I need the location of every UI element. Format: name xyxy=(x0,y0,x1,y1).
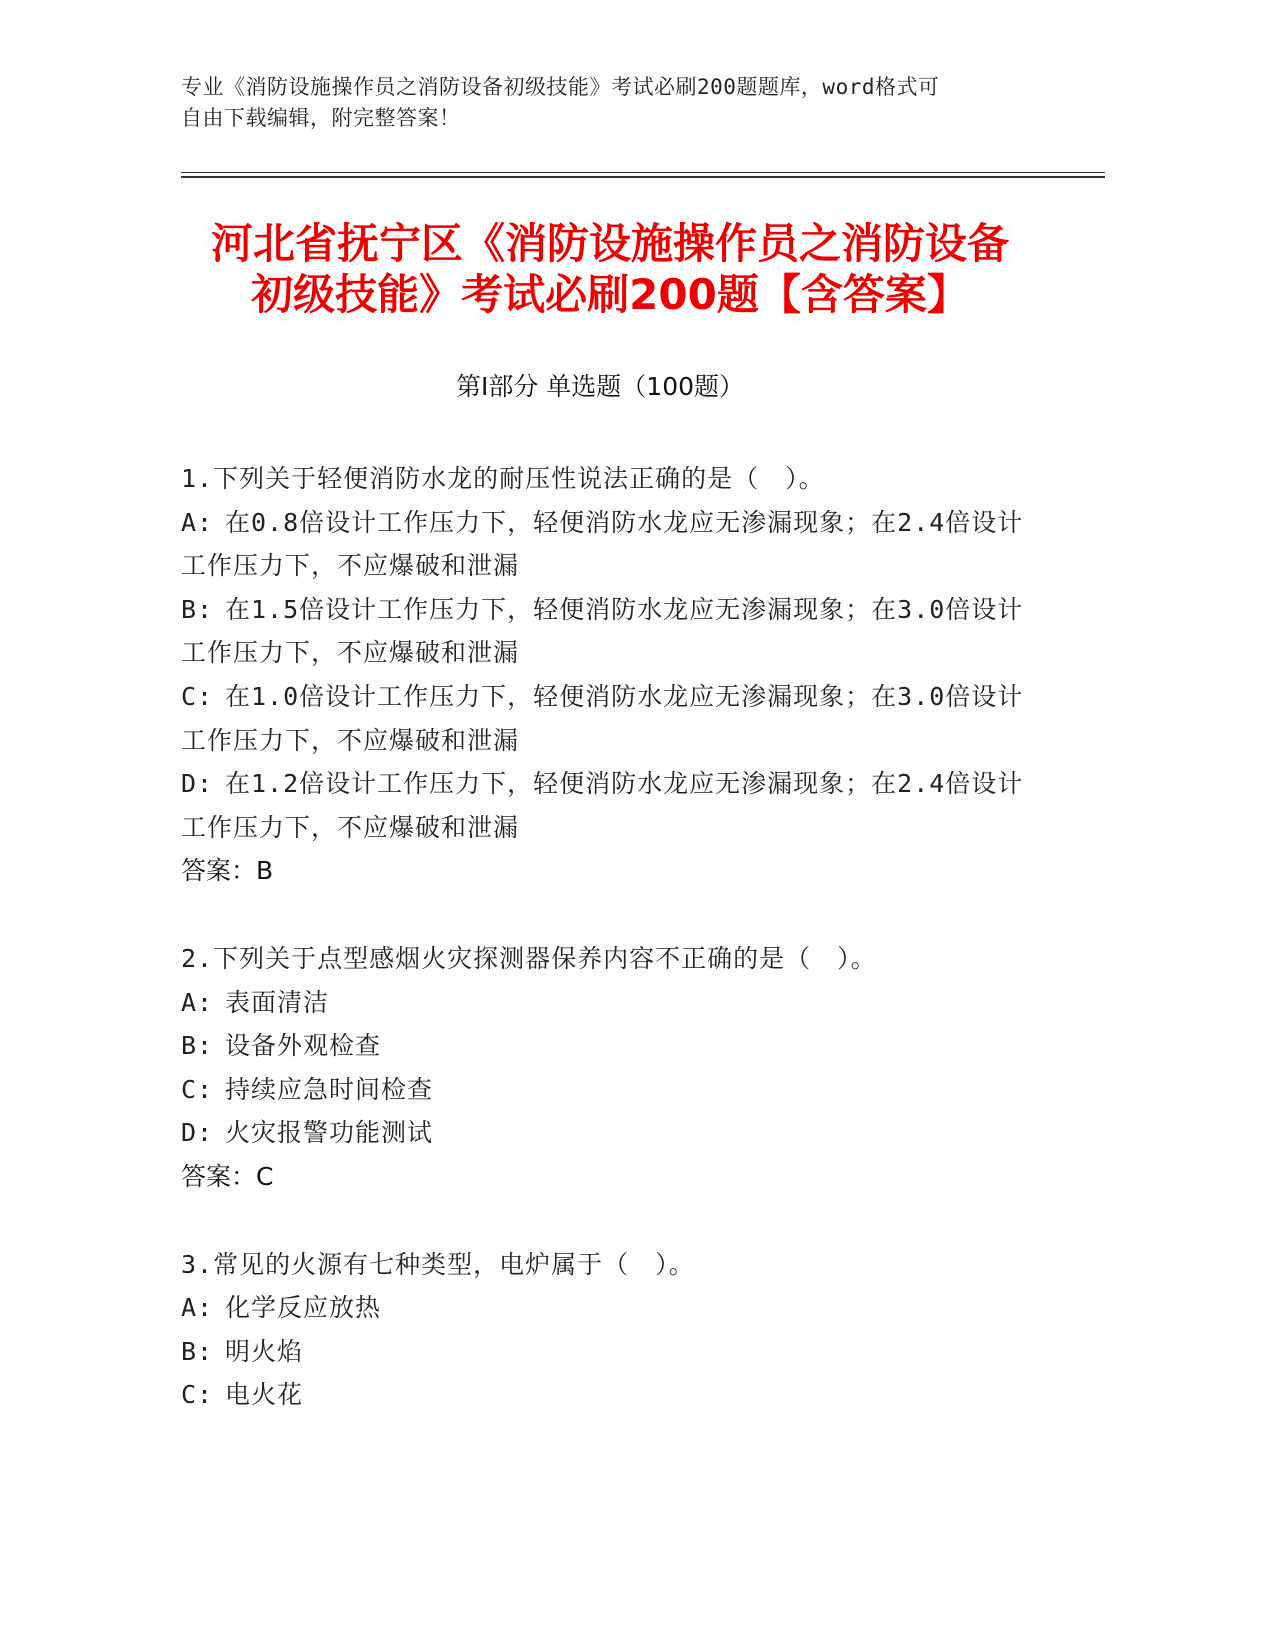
answer-label: 答案：B xyxy=(181,856,274,886)
option-letter: C: xyxy=(181,1074,214,1104)
option-letter: A: xyxy=(181,987,214,1017)
header-description xyxy=(181,72,1041,134)
option-text: 持续应急时间检查 xyxy=(225,1074,434,1104)
option-letter: C: xyxy=(181,1380,214,1410)
document-title xyxy=(160,218,1060,320)
option-text: 明火焰 xyxy=(225,1336,304,1366)
option-text: 在0.8倍设计工作压力下，轻便消防水龙应无渗漏现象；在2.4倍设计工作压力下，不应爆破和泄漏 xyxy=(181,507,1024,581)
question-2 xyxy=(181,937,1041,1199)
option-a xyxy=(181,1286,1041,1330)
option-letter: D: xyxy=(181,769,214,799)
option-text: 电火花 xyxy=(225,1380,304,1410)
option-a xyxy=(181,501,1041,588)
question-stem: 2.下列关于点型感烟火灾探测器保养内容不正确的是（ ）。 xyxy=(181,943,877,973)
question-1 xyxy=(181,457,1041,893)
question-list xyxy=(181,457,1041,1461)
option-text: 化学反应放热 xyxy=(225,1293,382,1323)
answer-label: 答案：C xyxy=(181,1161,274,1191)
option-letter: B: xyxy=(181,594,214,624)
option-c xyxy=(181,1068,1041,1112)
option-letter: B: xyxy=(181,1031,214,1061)
option-c xyxy=(181,1373,1041,1417)
question-stem: 3.常见的火源有七种类型，电炉属于（ ）。 xyxy=(181,1249,695,1279)
document-title-line-2: 初级技能》考试必刷200题【含答案】 xyxy=(251,270,969,319)
document-title-line-1: 河北省抚宁区《消防设施操作员之消防设备 xyxy=(210,219,1009,268)
option-text: 火灾报警功能测试 xyxy=(225,1118,434,1148)
option-b xyxy=(181,1330,1041,1374)
option-b xyxy=(181,588,1041,675)
option-text: 表面清洁 xyxy=(225,987,330,1017)
header-line-2: 自由下载编辑，附完整答案！ xyxy=(181,106,461,130)
option-d xyxy=(181,1111,1041,1155)
option-letter: A: xyxy=(181,1293,214,1323)
option-b xyxy=(181,1024,1041,1068)
option-letter: A: xyxy=(181,507,214,537)
option-text: 设备外观检查 xyxy=(225,1031,382,1061)
option-a xyxy=(181,981,1041,1025)
option-c xyxy=(181,675,1041,762)
option-d xyxy=(181,762,1041,849)
header-line-1: 专业《消防设施操作员之消防设备初级技能》考试必刷200题题库，word格式可 xyxy=(181,75,940,99)
question-stem: 1.下列关于轻便消防水龙的耐压性说法正确的是（ ）。 xyxy=(181,464,825,493)
header-divider-thin xyxy=(181,172,1105,173)
option-letter: B: xyxy=(181,1336,214,1366)
option-letter: C: xyxy=(181,681,214,711)
option-text: 在1.2倍设计工作压力下，轻便消防水龙应无渗漏现象；在2.4倍设计工作压力下，不应爆破和泄漏 xyxy=(181,769,1024,842)
option-text: 在1.5倍设计工作压力下，轻便消防水龙应无渗漏现象；在3.0倍设计工作压力下，不应爆破和泄漏 xyxy=(181,594,1024,668)
question-3 xyxy=(181,1243,1041,1417)
option-text: 在1.0倍设计工作压力下，轻便消防水龙应无渗漏现象；在3.0倍设计工作压力下，不应爆破和泄漏 xyxy=(181,681,1024,755)
header-divider-thick xyxy=(181,176,1105,178)
option-letter: D: xyxy=(181,1118,214,1148)
section-title: 第Ⅰ部分 单选题（100题） xyxy=(455,372,745,401)
